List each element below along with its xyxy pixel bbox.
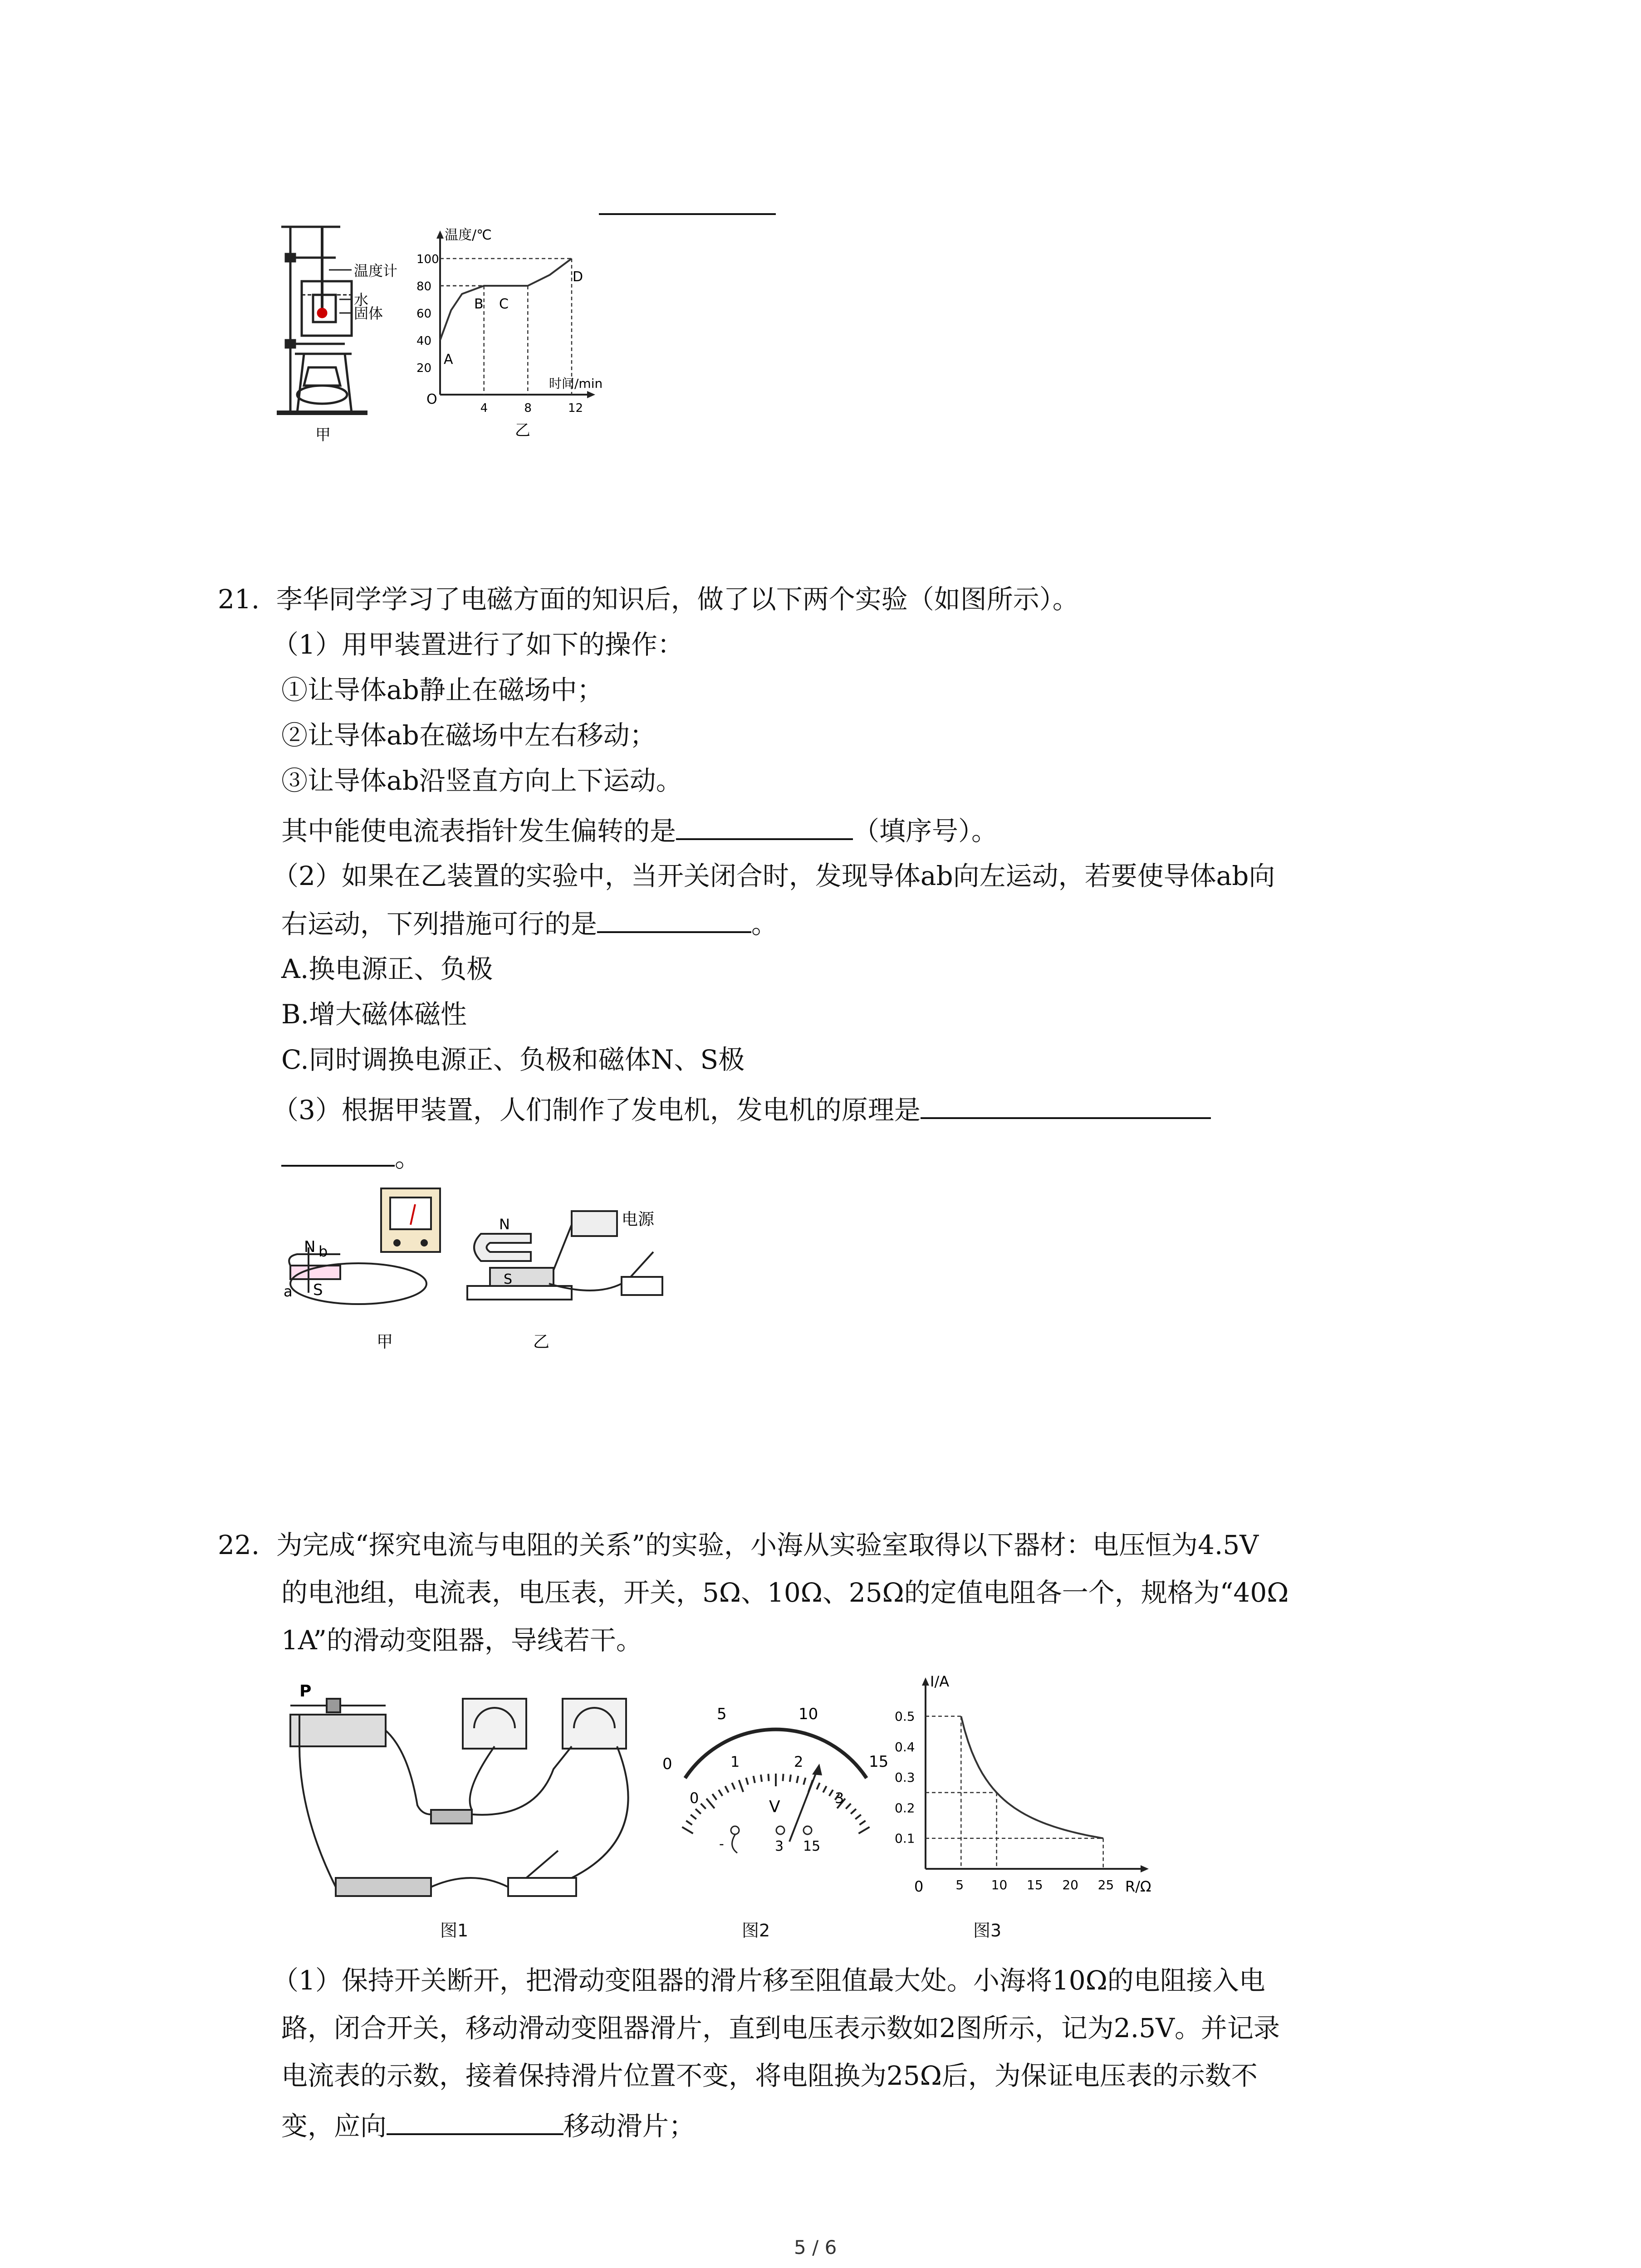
terminal-15: 15: [803, 1838, 821, 1854]
q21-part3-text: （3）根据甲装置，人们制作了发电机，发电机的原理是: [272, 1095, 921, 1125]
q21-option-c: C.同时调换电源正、负极和磁体N、S极: [281, 1044, 745, 1075]
q21-op2: ②让导体ab在磁场中左右移动；: [281, 720, 656, 751]
caption-jia-21: 甲: [377, 1333, 393, 1351]
fig21-N-jia: N: [304, 1238, 316, 1256]
y-tick-label: 60: [416, 307, 432, 321]
graph-origin: O: [426, 391, 437, 407]
x-tick-label: 5: [955, 1877, 964, 1892]
fig21-power-label: 电源: [622, 1210, 655, 1229]
meter-inner-2: 2: [794, 1753, 803, 1770]
figure-22-circuit: [281, 1678, 690, 1923]
figure-21: [277, 1179, 685, 1361]
meter-tick: [682, 1827, 693, 1833]
meter-tick: [823, 1786, 826, 1793]
x-tick-label: 10: [991, 1877, 1008, 1892]
meter-tick: [746, 1778, 748, 1784]
meter-tick: [855, 1815, 861, 1819]
q22-stem-text1: 为完成“探究电流与电阻的关系”的实验，小海从实验室取得以下器材：电压恒为4.5V: [276, 1530, 1259, 1560]
q21-part1: （1）用甲装置进行了如下的操作：: [272, 629, 684, 660]
meter-tick: [706, 1799, 715, 1809]
figure-20: [272, 218, 681, 445]
y-tick-label: 0.5: [895, 1709, 915, 1724]
meter-tick: [691, 1815, 696, 1819]
q21-stem-text: 李华同学学习了电磁方面的知识后，做了以下两个实验（如图所示）。: [276, 584, 1079, 615]
meter-inner-3: 3: [835, 1789, 844, 1807]
meter-tick: [829, 1790, 833, 1796]
meter-outer-5: 5: [717, 1705, 727, 1723]
x-tick-label: 12: [568, 401, 583, 415]
q21-ask1-text: 其中能使电流表指针发生偏转的是: [281, 816, 676, 846]
caption-fig2: 图2: [742, 1921, 770, 1941]
point-A: A: [444, 352, 453, 367]
caption-yi-21: 乙: [533, 1333, 550, 1351]
x-tick-label: 25: [1097, 1877, 1114, 1892]
meter-tick: [851, 1809, 856, 1814]
meter-tick: [858, 1827, 869, 1833]
fig21-b: b: [318, 1243, 328, 1260]
x-tick-label: 8: [524, 401, 532, 415]
y-tick-label: 0.2: [895, 1800, 915, 1816]
q21-option-a: A.换电源正、负极: [281, 953, 493, 984]
meter-unit: V: [769, 1798, 780, 1816]
meter-outer-0: 0: [662, 1755, 672, 1773]
meter-tick: [696, 1809, 701, 1814]
meter-tick: [701, 1804, 706, 1809]
answer-blank-22-1[interactable]: [387, 2107, 563, 2135]
meter-tick: [725, 1786, 728, 1793]
q22-part1-line1: （1）保持开关断开，把滑动变阻器的滑片移至阻值最大处。小海将10Ω的电阻接入电: [272, 1965, 1265, 1996]
meter-tick: [719, 1790, 722, 1796]
meter-outer-15: 15: [869, 1753, 889, 1771]
graph3-origin: 0: [914, 1878, 924, 1895]
y-tick-label: 100: [416, 253, 439, 266]
q22-number: 22.: [218, 1530, 260, 1560]
figure-22-voltmeter: [653, 1692, 907, 1901]
meter-tick: [686, 1821, 692, 1825]
graph3-ylabel: I/A: [930, 1673, 950, 1690]
fig21-S-yi: S: [504, 1271, 513, 1287]
q22-stem-line3: 1A”的滑动变阻器，导线若干。: [281, 1625, 642, 1656]
q21-part3: [272, 1091, 1211, 1126]
caption-yi-20: 乙: [515, 421, 530, 440]
q22-stem-line2: 的电池组，电流表，电压表，开关，5Ω、10Ω、25Ω的定值电阻各一个，规格为“40Ω: [281, 1577, 1289, 1608]
solid-label: 固体: [354, 305, 383, 322]
q21-number: 21.: [218, 584, 260, 615]
q22-part1-line3: 电流表的示数，接着保持滑片位置不变，将电阻换为25Ω后，为保证电压表的示数不: [281, 2060, 1258, 2091]
fig21-S-jia: S: [313, 1281, 323, 1299]
thermometer-label: 温度计: [354, 262, 398, 279]
graph3-xlabel: R/Ω: [1125, 1878, 1151, 1895]
y-tick-label: 20: [416, 362, 432, 375]
caption-jia-20: 甲: [315, 426, 331, 444]
q22-part1-suffix: 移动滑片；: [563, 2111, 696, 2141]
terminal-3: 3: [775, 1838, 784, 1854]
q21-part2-text: 右运动，下列措施可行的是: [281, 909, 598, 939]
caption-fig1: 图1: [440, 1921, 469, 1941]
fig21-N-yi: N: [499, 1216, 510, 1233]
meter-tick: [859, 1821, 865, 1825]
meter-tick: [732, 1783, 735, 1789]
meter-tick: [846, 1804, 851, 1809]
answer-blank-21-2[interactable]: [597, 905, 751, 933]
meter-tick: [761, 1774, 762, 1782]
figure-22-graph: [889, 1669, 1171, 1905]
graph-ylabel: 温度/℃: [445, 227, 492, 243]
meter-tick: [754, 1776, 755, 1783]
meter-tick: [803, 1778, 805, 1784]
q21-op1: ①让导体ab静止在磁场中；: [281, 675, 603, 705]
q22-part1-text: 变，应向: [281, 2111, 387, 2141]
q21-part3-suffix: 。: [395, 1142, 421, 1173]
caption-fig3: 图3: [973, 1921, 1002, 1941]
q21-op3: ③让导体ab沿竖直方向上下运动。: [281, 765, 682, 796]
q21-option-b: B.增大磁体磁性: [281, 999, 467, 1030]
y-tick-label: 0.4: [895, 1739, 915, 1755]
meter-inner-0: 0: [690, 1789, 699, 1807]
meter-tick: [797, 1776, 798, 1783]
point-D: D: [573, 269, 583, 285]
x-tick-label: 4: [480, 401, 488, 415]
y-tick-label: 40: [416, 334, 432, 348]
y-tick-label: 0.1: [895, 1831, 915, 1846]
q21-part3-cont: [281, 1139, 421, 1174]
page-number: 5 / 6: [794, 2236, 837, 2258]
q21-part2-line2: [281, 905, 778, 940]
y-tick-label: 80: [416, 280, 432, 293]
meter-tick: [739, 1780, 743, 1792]
meter-outer-10: 10: [798, 1705, 818, 1723]
q21-ask1-suffix: （填序号）。: [853, 816, 998, 846]
answer-blank-21-3a[interactable]: [921, 1091, 1211, 1119]
x-tick-label: 20: [1062, 1877, 1078, 1892]
temperature-time-graph: [416, 227, 603, 415]
rheostat-slider-P: P: [299, 1682, 312, 1701]
meter-inner-1: 1: [730, 1753, 740, 1770]
answer-blank-21-3b[interactable]: [281, 1139, 395, 1167]
meter-tick: [790, 1774, 791, 1782]
point-B: B: [474, 296, 484, 312]
water-label: 水: [354, 291, 369, 308]
graph-xlabel: 时间/min: [549, 376, 603, 391]
point-C: C: [499, 296, 509, 312]
q22-stem-line1: [218, 1529, 1259, 1561]
y-tick-label: 0.3: [895, 1770, 915, 1785]
q22-part1-line2: 路，闭合开关，移动滑动变阻器滑片，直到电压表示数如2图所示，记为2.5V。并记录: [281, 2013, 1280, 2043]
terminal-minus: -: [719, 1836, 724, 1852]
q21-part2-line1: （2）如果在乙装置的实验中，当开关闭合时，发现导体ab向左运动，若要使导体ab向: [272, 860, 1275, 891]
q21-ask1: [281, 812, 998, 847]
x-tick-label: 15: [1027, 1877, 1043, 1892]
meter-tick: [768, 1774, 769, 1781]
q21-part2-suffix: 。: [751, 909, 778, 939]
answer-blank-top[interactable]: [599, 213, 776, 215]
current-resistance-curve: [961, 1716, 1103, 1838]
q21-stem: [218, 583, 1079, 616]
meter-tick: [817, 1783, 819, 1789]
q22-part1-line4: [281, 2107, 695, 2142]
answer-blank-21-1[interactable]: [676, 812, 853, 840]
fig21-a: a: [284, 1283, 293, 1300]
meter-tick: [712, 1794, 716, 1800]
